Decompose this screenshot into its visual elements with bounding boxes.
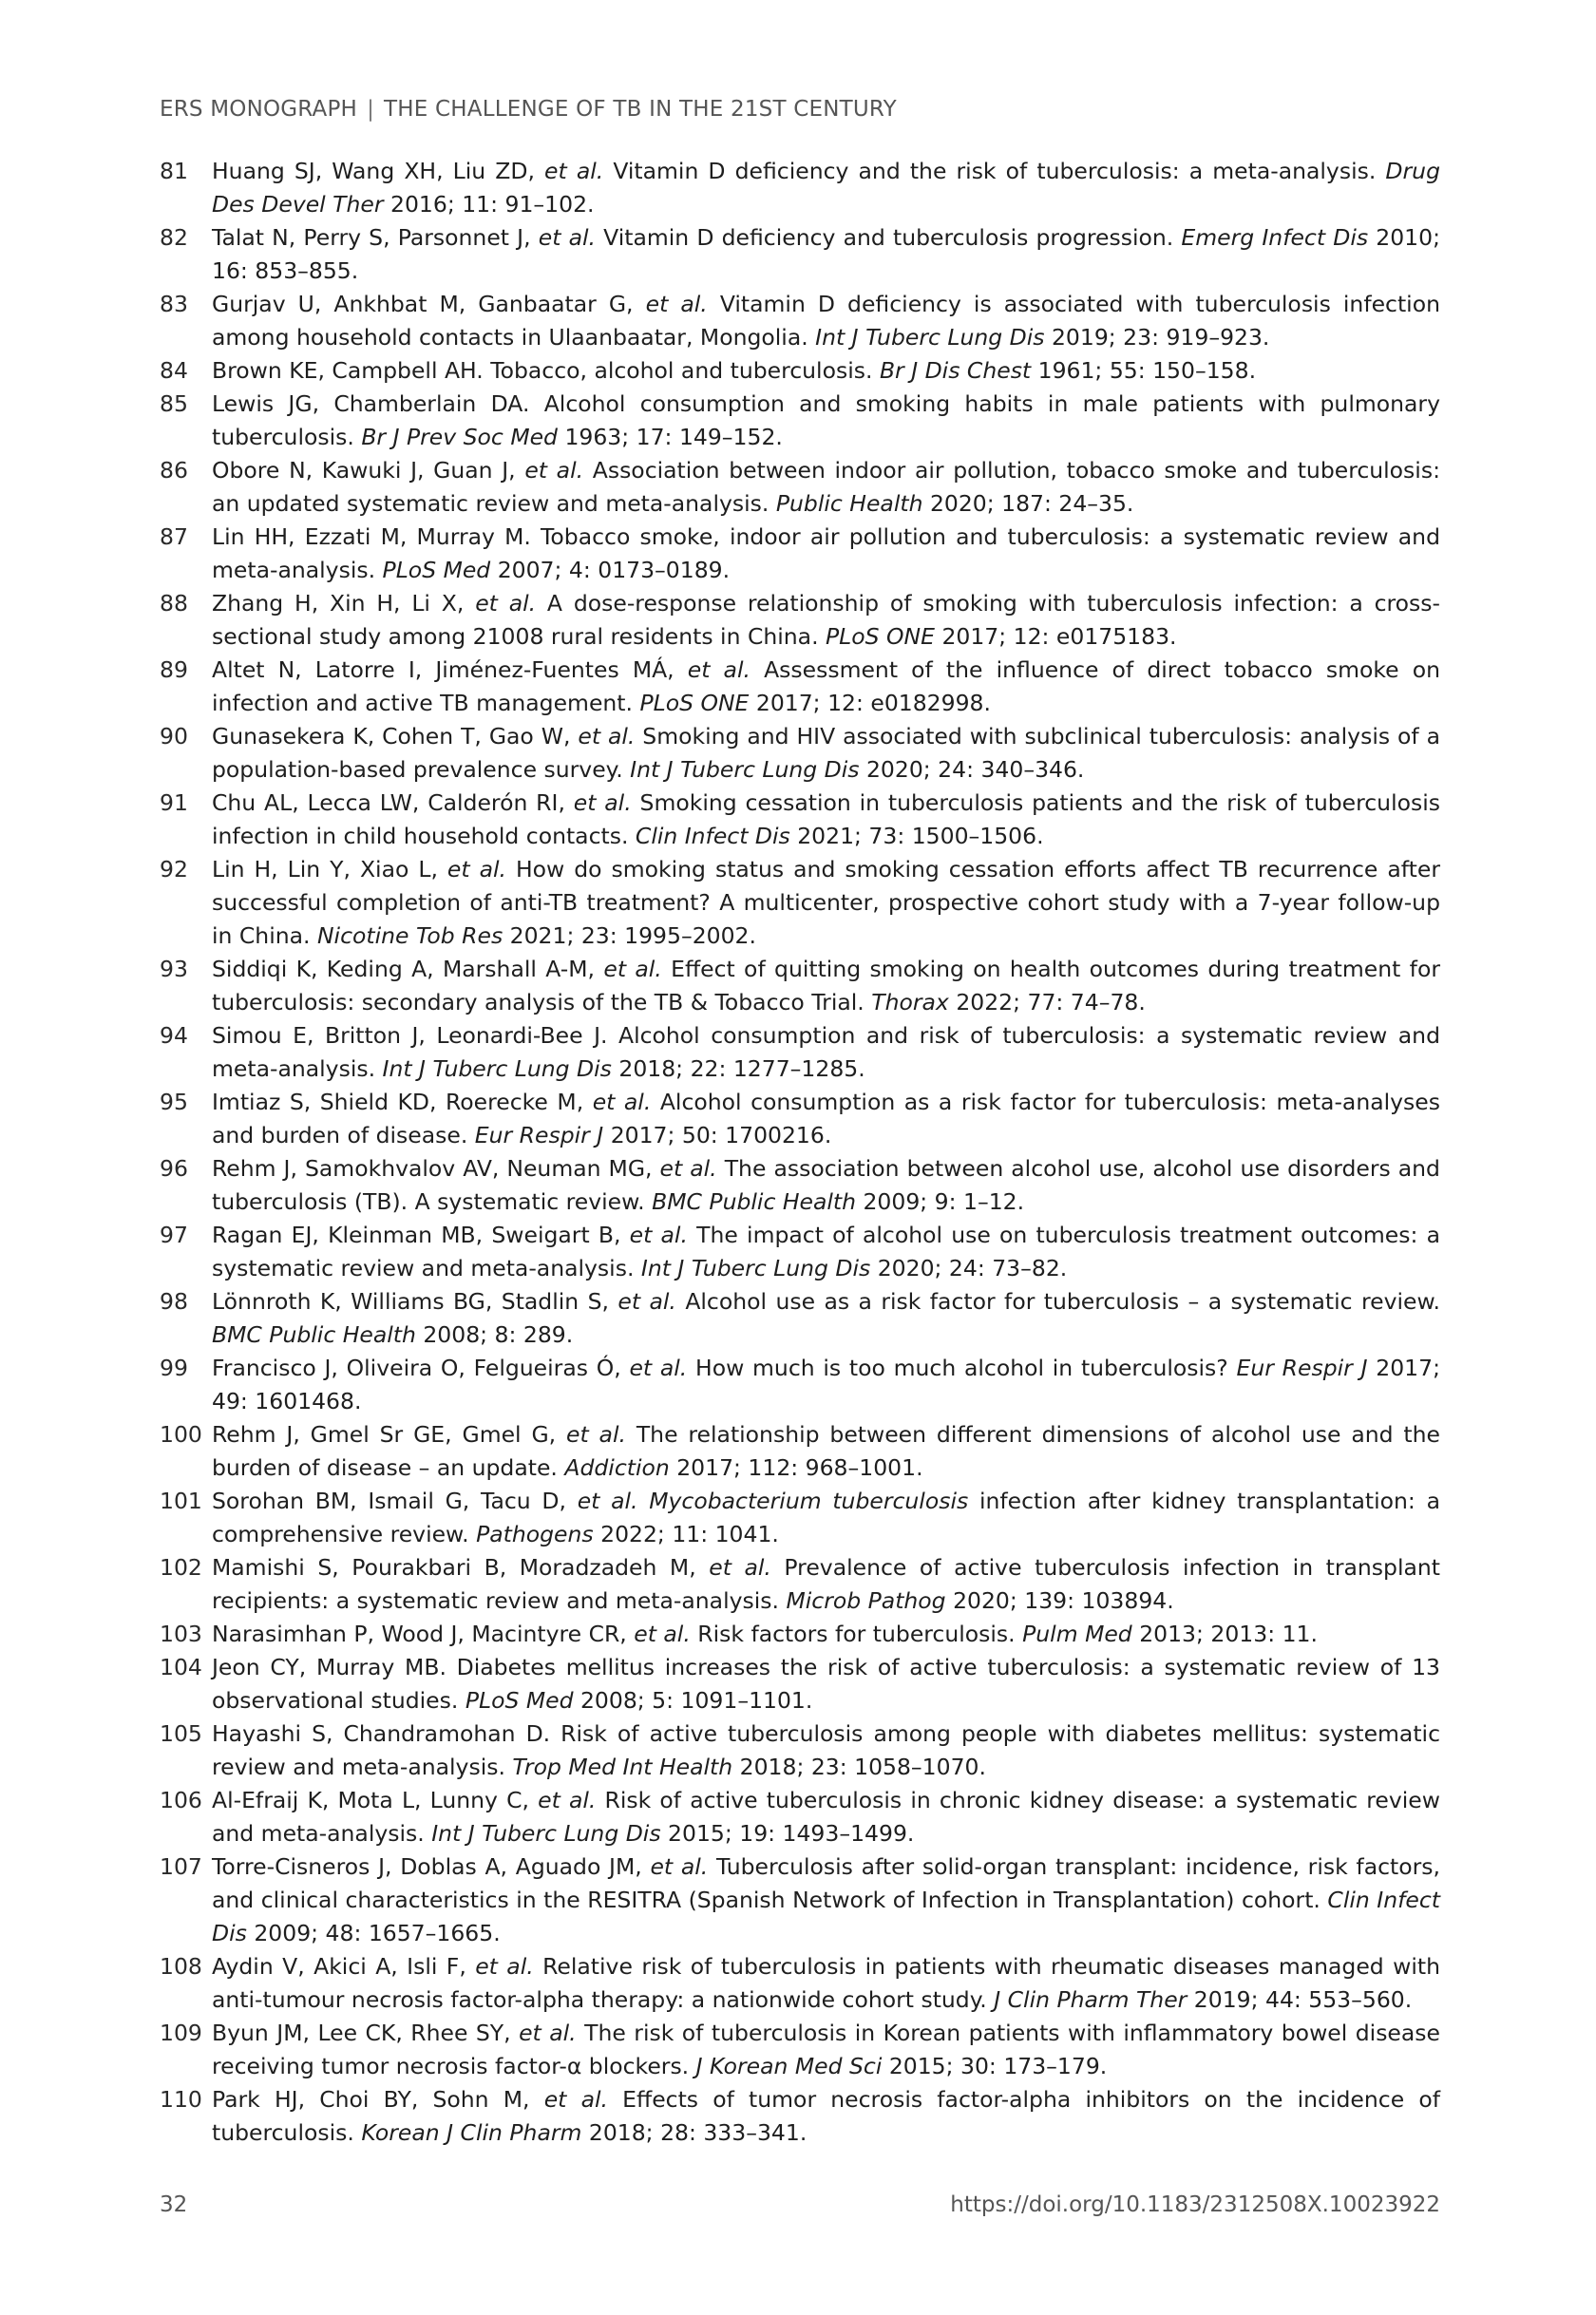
reference-italic-segment: et al. <box>538 1787 597 1813</box>
running-head-title: THE CHALLENGE OF TB IN THE 21ST CENTURY <box>384 97 897 122</box>
reference-number: 99 <box>160 1355 188 1381</box>
reference-item <box>160 787 1440 853</box>
reference-item <box>160 2017 1440 2083</box>
reference-italic-segment: et al. <box>709 1554 771 1581</box>
reference-segment: Assessment of the influence of direct tobacco smoke on infection and active TB management. <box>212 656 1440 716</box>
reference-segment: Sorohan BM, Ismail G, Tacu D, <box>212 1488 578 1514</box>
reference-text <box>212 1950 1440 2017</box>
reference-item <box>160 1485 1440 1551</box>
reference-item <box>160 1717 1440 1784</box>
reference-segment: 1961; 55: 150–158. <box>1031 357 1257 384</box>
reference-italic-segment: Pulm Med <box>1022 1621 1132 1647</box>
reference-segment: Lönnroth K, Williams BG, Stadlin S, <box>212 1288 618 1315</box>
reference-italic-segment: Emerg Infect Dis <box>1181 224 1369 251</box>
reference-segment: Lin HH, Ezzati M, Murray M. Tobacco smoke, indoor air pollution and tuberculosis: a systematic review and meta-analysis. <box>212 523 1440 583</box>
reference-segment: The relationship between different dimensions of alcohol use and the burden of disease – an update. <box>212 1421 1440 1481</box>
reference-segment: Simou E, Britton J, Leonardi-Bee J. Alcohol consumption and risk of tuberculosis: a systematic review and meta-analysis. <box>212 1022 1440 1082</box>
reference-segment: 2019; 44: 553–560. <box>1187 1986 1413 2013</box>
reference-segment: 2018; 23: 1058–1070. <box>732 1754 986 1780</box>
reference-number: 95 <box>160 1089 188 1115</box>
reference-item <box>160 720 1440 787</box>
reference-italic-segment: Int J Tuberc Lung Dis <box>630 756 860 783</box>
reference-item <box>160 221 1440 288</box>
reference-number: 105 <box>160 1720 202 1747</box>
reference-segment: Gunasekera K, Cohen T, Gao W, <box>212 723 579 750</box>
reference-italic-segment: et al. <box>519 2020 577 2046</box>
reference-segment: Lewis JG, Chamberlain DA. Alcohol consumption and smoking habits in male patients with pulmonary tuberculosis. <box>212 390 1440 450</box>
reference-italic-segment: J Clin Pharm Ther <box>994 1986 1188 2013</box>
reference-italic-segment: PLoS Med <box>465 1687 574 1714</box>
reference-italic-segment: Clin Infect Dis <box>212 1887 1440 1946</box>
reference-text <box>212 1850 1440 1950</box>
reference-text <box>212 388 1440 454</box>
reference-italic-segment: et al. <box>650 1853 709 1880</box>
reference-segment: Ragan EJ, Kleinman MB, Sweigart B, <box>212 1222 630 1248</box>
reference-number: 89 <box>160 656 188 683</box>
reference-segment: Association between indoor air pollution, tobacco smoke and tuberculosis: an updated systematic review and meta-analysis. <box>212 457 1440 517</box>
reference-segment: The association between alcohol use, alcohol use disorders and tuberculosis (TB). A systematic review. <box>212 1155 1440 1215</box>
reference-segment: 2017; 49: 1601468. <box>212 1355 1440 1414</box>
reference-item <box>160 1651 1440 1717</box>
reference-italic-segment: et al. <box>592 1089 652 1115</box>
reference-segment: How much is too much alcohol in tuberculosis? <box>687 1355 1237 1381</box>
reference-item <box>160 1784 1440 1850</box>
reference-number: 86 <box>160 457 188 484</box>
reference-segment: Relative risk of tuberculosis in patients with rheumatic diseases managed with anti-tumour necrosis factor-alpha therapy: a nationwide cohort study. <box>212 1953 1440 2013</box>
reference-segment: Risk factors for tuberculosis. <box>690 1621 1023 1647</box>
reference-item <box>160 953 1440 1019</box>
reference-segment: 2019; 23: 919–923. <box>1044 324 1270 351</box>
reference-italic-segment: et al. <box>629 1222 688 1248</box>
reference-item <box>160 1152 1440 1219</box>
reference-text <box>212 1717 1440 1784</box>
reference-italic-segment: et al. <box>687 656 750 683</box>
reference-segment: Siddiqi K, Keding A, Marshall A-M, <box>212 956 604 982</box>
reference-text <box>212 1219 1440 1285</box>
reference-segment: Park HJ, Choi BY, Sohn M, <box>212 2086 544 2113</box>
reference-segment: 2022; 77: 74–78. <box>948 989 1146 1015</box>
reference-text <box>212 1352 1440 1418</box>
reference-segment: Hayashi S, Chandramohan D. Risk of active tuberculosis among people with diabetes mellitus: systematic review and meta-analysis. <box>212 1720 1440 1780</box>
running-head-separator: | <box>367 97 375 122</box>
reference-item <box>160 1418 1440 1485</box>
reference-number: 94 <box>160 1022 188 1049</box>
reference-segment: Torre-Cisneros J, Doblas A, Aguado JM, <box>212 1853 651 1880</box>
reference-italic-segment: et al. <box>573 789 632 816</box>
reference-segment: The risk of tuberculosis in Korean patients with inflammatory bowel disease receiving tumor necrosis factor-α blockers. <box>212 2020 1440 2079</box>
reference-italic-segment: Drug Des Devel Ther <box>212 158 1440 218</box>
reference-italic-segment: Int J Tuberc Lung Dis <box>815 324 1045 351</box>
reference-number: 107 <box>160 1853 202 1880</box>
reference-item <box>160 354 1440 388</box>
reference-number: 101 <box>160 1488 202 1514</box>
reference-item <box>160 454 1440 521</box>
reference-italic-segment: et al. <box>475 1953 534 1980</box>
reference-segment: Vitamin D deficiency and the risk of tuberculosis: a meta-analysis. <box>603 158 1386 184</box>
reference-segment: 2020; 24: 73–82. <box>870 1255 1068 1281</box>
reference-segment: Byun JM, Lee CK, Rhee SY, <box>212 2020 520 2046</box>
reference-text <box>212 521 1440 587</box>
reference-text <box>212 1285 1440 1352</box>
running-head-series: ERS MONOGRAPH <box>160 97 358 122</box>
reference-segment: The impact of alcohol use on tuberculosis treatment outcomes: a systematic review and meta-analysis. <box>212 1222 1441 1281</box>
reference-segment: 2020; 187: 24–35. <box>922 490 1134 517</box>
reference-italic-segment: Microb Pathog <box>786 1587 946 1614</box>
reference-segment: Prevalence of active tuberculosis infection in transplant recipients: a systematic review and meta-analysis. <box>212 1554 1441 1614</box>
reference-italic-segment: et al. <box>446 856 506 882</box>
reference-text <box>212 1418 1440 1485</box>
reference-text <box>212 1651 1440 1717</box>
reference-segment: Jeon CY, Murray MB. Diabetes mellitus increases the risk of active tuberculosis: a systematic review of 13 observational studies. <box>212 1654 1440 1714</box>
reference-number: 92 <box>160 856 188 882</box>
reference-italic-segment: Nicotine Tob Res <box>316 922 504 949</box>
reference-italic-segment: et al. <box>645 291 708 317</box>
reference-segment: 2021; 73: 1500–1506. <box>789 823 1044 849</box>
reference-segment: Vitamin D deficiency and tuberculosis progression. <box>596 224 1182 251</box>
reference-segment: How do smoking status and smoking cessation efforts affect TB recurrence after successful completion of anti-TB treatment? A multicenter, prospective cohort study with a 7-year follow-up in China. <box>212 856 1440 949</box>
reference-italic-segment: J Korean Med Sci <box>695 2053 883 2079</box>
reference-segment: Brown KE, Campbell AH. Tobacco, alcohol and tuberculosis. <box>212 357 880 384</box>
reference-item <box>160 654 1440 720</box>
reference-segment: infection after kidney transplantation: a comprehensive review. <box>212 1488 1440 1547</box>
reference-segment: Gurjav U, Ankhbat M, Ganbaatar G, <box>212 291 646 317</box>
reference-item <box>160 1618 1440 1651</box>
reference-number: 87 <box>160 523 188 550</box>
reference-segment: Mamishi S, Pourakbari B, Moradzadeh M, <box>212 1554 710 1581</box>
reference-number: 109 <box>160 2020 202 2046</box>
reference-italic-segment: et al. <box>543 2086 608 2113</box>
reference-segment: 2017; 50: 1700216. <box>603 1122 832 1148</box>
reference-number: 96 <box>160 1155 188 1182</box>
reference-segment: Aydin V, Akici A, Isli F, <box>212 1953 476 1980</box>
reference-item <box>160 1086 1440 1152</box>
reference-text <box>212 787 1440 853</box>
reference-text <box>212 1086 1440 1152</box>
reference-text <box>212 654 1440 720</box>
reference-segment: Smoking cessation in tuberculosis patients and the risk of tuberculosis infection in child household contacts. <box>212 789 1440 849</box>
reference-italic-segment: et al. <box>618 1288 676 1315</box>
reference-number: 83 <box>160 291 188 317</box>
reference-item <box>160 1285 1440 1352</box>
reference-number: 82 <box>160 224 188 251</box>
reference-number: 84 <box>160 357 188 384</box>
reference-text <box>212 2017 1440 2083</box>
reference-text <box>212 288 1440 354</box>
reference-segment: Rehm J, Samokhvalov AV, Neuman MG, <box>212 1155 660 1182</box>
reference-segment: Vitamin D deficiency is associated with tuberculosis infection among household contacts in Ulaanbaatar, Mongolia. <box>212 291 1440 351</box>
reference-number: 88 <box>160 590 188 617</box>
reference-italic-segment: et al. <box>629 1355 688 1381</box>
reference-segment: 2022; 11: 1041. <box>593 1521 779 1547</box>
reference-list <box>160 155 1440 2150</box>
reference-italic-segment: et al. <box>603 956 662 982</box>
reference-italic-segment: et al. <box>538 224 596 251</box>
reference-segment: 2013; 2013: 11. <box>1131 1621 1318 1647</box>
reference-item <box>160 388 1440 454</box>
reference-number: 91 <box>160 789 188 816</box>
reference-segment: Effect of quitting smoking on health outcomes during treatment for tuberculosis: secondary analysis of the TB & Tobacco Trial. <box>212 956 1440 1015</box>
reference-text <box>212 1551 1440 1618</box>
reference-italic-segment: BMC Public Health <box>212 1321 416 1348</box>
reference-italic-segment: et al. <box>659 1155 717 1182</box>
reference-text <box>212 953 1440 1019</box>
reference-italic-segment: PLoS ONE <box>639 690 750 716</box>
reference-segment: Lin H, Lin Y, Xiao L, <box>212 856 447 882</box>
reference-segment: Risk of active tuberculosis in chronic kidney disease: a systematic review and meta-analysis. <box>212 1787 1440 1847</box>
reference-segment: Alcohol use as a risk factor for tuberculosis – a systematic review. <box>675 1288 1441 1315</box>
reference-segment: 2017; 12: e0182998. <box>749 690 991 716</box>
reference-number: 98 <box>160 1288 188 1315</box>
reference-segment: Tuberculosis after solid-organ transplant: incidence, risk factors, and clinical characteristics in the RESITRA (Spanish Network of Infection in Transplantation) cohort. <box>212 1853 1440 1913</box>
reference-italic-segment: et al. <box>475 590 537 617</box>
reference-item <box>160 1219 1440 1285</box>
reference-italic-segment: et al. <box>634 1621 691 1647</box>
reference-segment: Chu AL, Lecca LW, Calderón RI, <box>212 789 574 816</box>
reference-italic-segment: Pathogens <box>476 1521 594 1547</box>
reference-segment: 2009; 9: 1–12. <box>856 1188 1025 1215</box>
reference-segment: 2008; 8: 289. <box>415 1321 574 1348</box>
reference-text <box>212 2083 1440 2150</box>
reference-italic-segment: PLoS ONE <box>826 623 935 650</box>
reference-segment <box>638 1488 650 1514</box>
reference-text <box>212 354 1440 388</box>
reference-number: 90 <box>160 723 188 750</box>
reference-segment: 2007; 4: 0173–0189. <box>490 557 731 583</box>
reference-item <box>160 853 1440 953</box>
reference-italic-segment: Trop Med Int Health <box>512 1754 733 1780</box>
reference-number: 93 <box>160 956 188 982</box>
reference-segment: 1963; 17: 149–152. <box>557 424 783 450</box>
reference-item <box>160 1950 1440 2017</box>
reference-segment: 2015; 19: 1493–1499. <box>660 1820 915 1847</box>
reference-number: 85 <box>160 390 188 417</box>
reference-number: 81 <box>160 158 188 184</box>
reference-segment: Huang SJ, Wang XH, Liu ZD, <box>212 158 545 184</box>
reference-italic-segment: Addiction <box>564 1454 670 1481</box>
reference-italic-segment: Int J Tuberc Lung Dis <box>382 1055 612 1082</box>
reference-number: 102 <box>160 1554 202 1581</box>
running-head <box>160 97 897 122</box>
reference-italic-segment: BMC Public Health <box>652 1188 857 1215</box>
reference-item <box>160 1551 1440 1618</box>
reference-italic-segment: Clin Infect Dis <box>635 823 790 849</box>
reference-segment: Obore N, Kawuki J, Guan J, <box>212 457 525 484</box>
reference-text <box>212 155 1440 221</box>
reference-item <box>160 1850 1440 1950</box>
reference-segment: Al-Efraij K, Mota L, Lunny C, <box>212 1787 539 1813</box>
reference-text <box>212 720 1440 787</box>
reference-segment: 2009; 48: 1657–1665. <box>246 1920 501 1946</box>
page-number: 32 <box>160 2192 188 2217</box>
reference-item <box>160 587 1440 654</box>
reference-number: 110 <box>160 2086 202 2113</box>
reference-number: 103 <box>160 1621 202 1647</box>
reference-segment: 2018; 28: 333–341. <box>581 2119 808 2146</box>
reference-segment: 2017; 12: e0175183. <box>934 623 1177 650</box>
reference-segment: Smoking and HIV associated with subclinical tuberculosis: analysis of a population-based prevalence survey. <box>212 723 1440 783</box>
reference-italic-segment: et al. <box>577 1488 638 1514</box>
reference-segment: A dose-response relationship of smoking with tuberculosis infection: a cross-sectional study among 21008 rural residents in China. <box>212 590 1440 650</box>
reference-text <box>212 1152 1440 1219</box>
reference-number: 104 <box>160 1654 202 1680</box>
reference-segment: Zhang H, Xin H, Li X, <box>212 590 476 617</box>
reference-segment: Francisco J, Oliveira O, Felgueiras Ó, <box>212 1355 630 1381</box>
reference-segment: Rehm J, Gmel Sr GE, Gmel G, <box>212 1421 566 1448</box>
reference-segment: 2008; 5: 1091–1101. <box>573 1687 813 1714</box>
doi-link[interactable]: https://doi.org/10.1183/2312508X.10023922 <box>950 2192 1440 2217</box>
reference-segment: 2021; 23: 1995–2002. <box>503 922 756 949</box>
reference-text <box>212 1019 1440 1086</box>
reference-italic-segment: Int J Tuberc Lung Dis <box>640 1255 871 1281</box>
reference-segment: Imtiaz S, Shield KD, Roerecke M, <box>212 1089 593 1115</box>
reference-segment: 2017; 112: 968–1001. <box>669 1454 923 1481</box>
reference-segment: Effects of tumor necrosis factor-alpha inhibitors on the incidence of tuberculosis. <box>212 2086 1440 2146</box>
reference-italic-segment: Public Health <box>775 490 923 517</box>
reference-item <box>160 2083 1440 2150</box>
reference-number: 100 <box>160 1421 202 1448</box>
reference-segment: Altet N, Latorre I, Jiménez-Fuentes MÁ, <box>212 656 688 683</box>
reference-italic-segment: et al. <box>544 158 604 184</box>
reference-text <box>212 1784 1440 1850</box>
reference-text <box>212 1485 1440 1551</box>
reference-segment: 2016; 11: 91–102. <box>383 191 595 218</box>
reference-segment: 2018; 22: 1277–1285. <box>611 1055 865 1082</box>
reference-segment: 2015; 30: 173–179. <box>882 2053 1108 2079</box>
reference-number: 97 <box>160 1222 188 1248</box>
reference-italic-segment: Br J Dis Chest <box>879 357 1032 384</box>
reference-number: 106 <box>160 1787 202 1813</box>
reference-segment: 2010; 16: 853–855. <box>212 224 1441 284</box>
reference-number: 108 <box>160 1953 202 1980</box>
reference-italic-segment: Mycobacterium tuberculosis <box>649 1488 969 1514</box>
reference-italic-segment: PLoS Med <box>382 557 491 583</box>
reference-segment: 2020; 24: 340–346. <box>859 756 1085 783</box>
reference-italic-segment: Int J Tuberc Lung Dis <box>431 1820 661 1847</box>
reference-text <box>212 221 1440 288</box>
reference-italic-segment: Thorax <box>871 989 949 1015</box>
reference-segment: Alcohol consumption as a risk factor for tuberculosis: meta-analyses and burden of disease. <box>212 1089 1440 1148</box>
reference-text <box>212 454 1440 521</box>
reference-item <box>160 1019 1440 1086</box>
reference-italic-segment: Eur Respir J <box>474 1122 604 1148</box>
reference-item <box>160 288 1440 354</box>
reference-text <box>212 853 1440 953</box>
reference-segment: 2020; 139: 103894. <box>945 1587 1174 1614</box>
reference-italic-segment: et al. <box>524 457 584 484</box>
reference-segment: Talat N, Perry S, Parsonnet J, <box>212 224 539 251</box>
reference-item <box>160 1352 1440 1418</box>
reference-italic-segment: Br J Prev Soc Med <box>361 424 558 450</box>
reference-text <box>212 587 1440 654</box>
reference-italic-segment: et al. <box>566 1421 626 1448</box>
reference-item <box>160 155 1440 221</box>
reference-italic-segment: Eur Respir J <box>1236 1355 1368 1381</box>
reference-italic-segment: et al. <box>578 723 636 750</box>
reference-text <box>212 1618 1440 1651</box>
reference-italic-segment: Korean J Clin Pharm <box>361 2119 582 2146</box>
reference-item <box>160 521 1440 587</box>
reference-segment: Narasimhan P, Wood J, Macintyre CR, <box>212 1621 635 1647</box>
